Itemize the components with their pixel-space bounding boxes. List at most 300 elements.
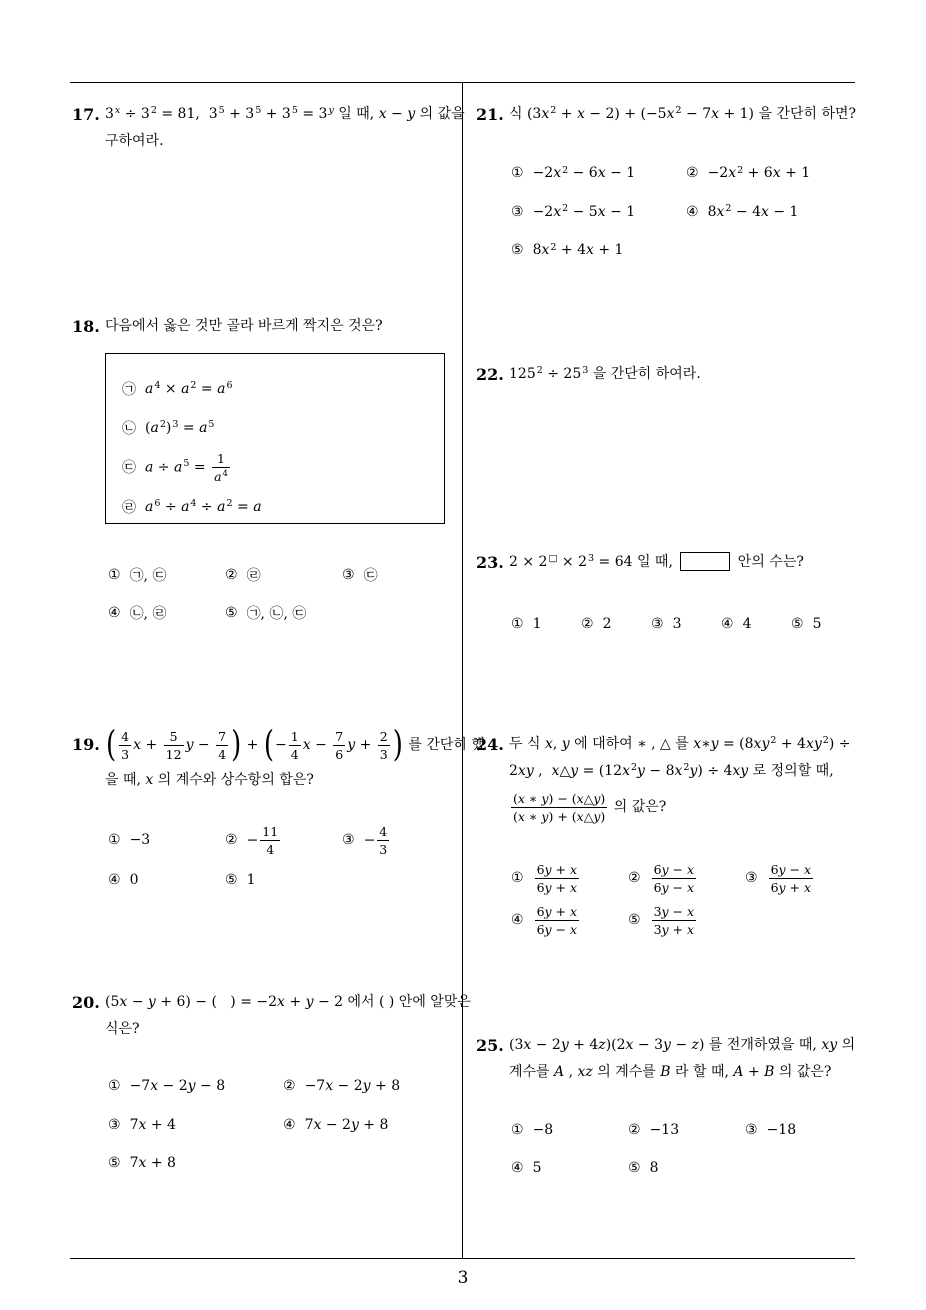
choice-value [533,862,582,895]
math-variable: y [710,736,719,752]
math-superscript [328,105,333,116]
math-variable: A [554,1064,565,1080]
choice-value: 8 [649,1160,659,1176]
choice-mark: ⑤ [791,616,804,632]
math-variable: x [687,879,695,895]
choice-5 [628,1160,745,1176]
choice-2 [628,862,745,895]
choice-mark: ⑤ [225,605,238,621]
math-superscript: 4 [190,497,197,509]
fraction-numerator: 6y + x [536,903,578,919]
math-fraction [511,791,607,824]
math-variable: x [674,763,683,779]
math-variable: y [560,1037,569,1053]
choice-5 [628,904,745,937]
question-text [105,101,465,155]
math-variable: x [804,879,812,895]
fraction-denominator: (x ∗ y) + (x△y) [513,808,606,824]
question-line: 식은? [105,1021,140,1037]
question-text [105,723,485,794]
math-variable: x [772,165,781,182]
question-number: 24. [476,735,504,754]
choice-mark: ③ [651,616,664,632]
choice-mark: ④ [511,1160,524,1176]
choice-mark: ② [225,832,238,848]
fraction-numerator: 7 [218,728,227,744]
question-number: 17. [72,105,100,124]
math-superscript: 2 [159,419,166,431]
fraction-numerator: 6y + x [536,861,578,877]
choice-4 [283,1117,458,1133]
choice-value: −13 [649,1122,680,1138]
fraction-denominator: 6 [335,746,344,762]
math-variable: a [199,419,208,436]
choice-value [533,904,582,937]
choice-2 [225,824,342,857]
math-variable: x [553,203,562,220]
fraction-denominator: 6y + x [536,879,578,895]
fraction-numerator: 2 [379,728,388,744]
choice-value: ㉣ [246,568,261,584]
choice-2 [283,1078,458,1094]
choice-value: −3 [129,832,151,848]
choice-5 [108,1155,283,1171]
math-variable: y [541,808,549,824]
question-line: $2 \times 2^□ \times 2^3 = 64$ 일 때, 안의 수는? [509,553,804,570]
choice-mark: ② [686,165,699,182]
question-number: 18. [72,317,100,336]
math-superscript: 4 [222,469,228,480]
math-variable: y [661,921,669,937]
math-variable: y [593,808,601,824]
math-variable: x [687,903,695,919]
math-superscript: 2 [683,762,690,774]
choice-value: 7x + 4 [129,1116,176,1133]
choice-mark: ⑤ [628,1160,641,1176]
choice-1 [511,165,686,181]
math-superscript: 5 [218,105,225,117]
math-variable: y [637,763,645,779]
condition-mark: ㉡ [122,420,136,437]
condition-mark: ㉢ [122,460,136,477]
fraction-denominator: 4 [266,841,275,857]
math-variable: y [407,106,416,122]
choice-value: 4 [742,616,752,632]
fraction-numerator: 11 [262,823,279,839]
math-variable: x [716,203,725,220]
fraction-denominator: 6y + x [770,879,812,895]
math-variable: y [328,105,334,117]
choice-1 [511,616,581,632]
choice-3 [342,565,459,585]
math-superscript: 4 [154,379,161,391]
fraction-numerator: (x ∗ y) − (x△y) [513,790,606,806]
choice-mark: ③ [342,567,355,583]
big-parenthesis: ) [231,724,242,766]
column-divider [462,82,463,1259]
choice-value: 1 [246,872,256,888]
question-text [509,549,804,576]
math-variable: x [687,921,695,937]
math-variable: x [576,106,585,122]
math-variable: a [181,498,190,515]
question-line: $125^2 \div 25^3$ 을 간단히 하여라. [509,365,701,382]
choice-value: − $\frac{11}{4}$ [246,823,279,857]
fraction-denominator: 3 [379,746,388,762]
math-variable: x [597,203,606,220]
question-number: 22. [476,365,504,384]
choice-mark: ④ [511,912,524,928]
fraction-denominator [212,468,230,484]
math-superscript: 6 [154,497,161,509]
choice-value: ㉠, ㉡, ㉢ [246,606,307,622]
math-variable: x [541,242,550,259]
question-number: 20. [72,993,100,1012]
answer-choices [511,857,862,941]
answer-choices [108,1067,458,1183]
math-variable: x [150,1078,159,1095]
math-variable: x [313,1116,322,1133]
math-variable: z [691,1037,699,1053]
math-fraction [164,729,184,762]
math-variable: a [145,498,154,515]
choice-value: −18 [766,1122,797,1138]
choice-4 [108,872,225,888]
math-fraction [289,729,301,762]
math-variable: y [778,879,786,895]
math-variable: a [145,380,154,397]
answer-choices [511,605,861,643]
fraction-numerator: 1 [290,728,299,744]
math-superscript: 2 [562,203,569,214]
choice-3 [342,824,459,857]
math-fraction [652,862,697,895]
math-variable: x [804,861,812,877]
math-superscript: 5 [183,458,190,470]
question-text [105,989,471,1043]
choice-mark: ③ [342,832,355,848]
question-line: 구하여라. [105,133,164,149]
answer-choices [511,154,861,270]
choice-2 [225,565,342,585]
math-superscript: 2 [737,164,744,176]
math-variable: x [586,242,594,259]
question-line: $\frac{(x ∗ y) - (x\triangle y)}{(x ∗ y) + (x\triangle y)}$ 의 값은? [513,790,667,824]
choice-value: $8x^2 - 4x - 1$ [707,203,799,220]
fraction-denominator: 3y + x [653,921,695,937]
math-superscript [115,105,120,116]
fraction-denominator: 6y − x [653,879,695,895]
math-variable: x [576,808,584,824]
math-variable: y [305,994,314,1010]
math-variable: x [570,861,578,877]
math-variable: y [147,994,156,1010]
choice-2 [686,165,861,181]
math-superscript: 2 [770,735,777,747]
math-variable: x [711,106,720,122]
fraction-numerator: 3y − x [653,903,695,919]
math-variable: xy [753,736,770,752]
big-parenthesis: ( [106,724,117,766]
math-variable: y [187,1078,196,1095]
choice-value: 7x − 2y + 8 [304,1116,389,1133]
choice-5 [225,603,342,623]
math-variable: x [551,763,560,779]
question-line: 계수를 A , xz 의 계수를 B 라 할 때, A + B 의 값은? [509,1064,832,1080]
math-variable: y [661,861,669,877]
fraction-denominator: 3 [121,746,130,762]
math-superscript: 3 [582,365,589,377]
math-variable: y [662,1037,671,1053]
choice-mark: ④ [108,872,121,888]
math-variable: y [185,737,194,753]
choice-2 [581,616,651,632]
condition-item [122,418,444,438]
condition-item [122,497,444,517]
choice-value: 3 [672,616,682,632]
math-variable: xy [821,1037,838,1053]
math-variable: y [661,879,669,895]
choice-4 [511,904,628,937]
choice-1 [108,832,225,848]
choice-value [650,862,699,895]
choice-value: ㉢ [363,568,378,584]
math-variable: xy [732,763,749,779]
question-line: 2xy , x△y = $(12x^2y - 8x^2y) \div 4xy$ 로 정의할 때, [509,762,834,779]
math-variable: x [544,736,553,752]
choice-3 [511,204,686,220]
choice-1 [511,862,628,895]
bottom-rule [70,1258,855,1259]
math-variable: y [570,763,579,779]
choice-5 [791,616,861,632]
choice-value: ㉠, ㉢ [129,568,167,584]
question-line: 두 식 x, y 에 대하여 ∗ , △ 를 x∗y = $(8xy^2 + 4xy^2)$ ÷ [509,735,851,752]
math-fraction [260,824,280,857]
fraction-numerator: 5 [164,729,184,746]
choice-mark: ① [511,616,524,632]
math-variable: y [347,737,356,753]
math-variable: x [728,165,737,182]
choice-value: $-2x^2 - 6x - 1$ [532,164,636,182]
math-fraction [652,904,697,937]
math-variable: a [174,459,183,476]
math-variable: x [597,165,606,182]
math-variable: x [553,165,562,182]
math-variable: B [660,1064,671,1080]
choice-value: 0 [129,872,139,888]
math-variable: a [181,380,190,397]
choice-value: $-2x^2 + 6x + 1$ [707,164,811,182]
math-variable: xy [805,736,822,752]
choice-3 [745,862,862,895]
math-variable: y [544,879,552,895]
math-superscript: 2 [630,762,638,774]
math-variable: x [114,105,121,117]
fraction-numerator: 4 [379,823,388,839]
choice-value: −7x − 2y + 8 [304,1078,401,1095]
math-variable: y [689,763,698,779]
choice-mark: ③ [745,1122,758,1138]
math-fraction [377,824,389,857]
condition-expression: $(a^2)^3 = a^5$ [145,419,215,436]
choice-mark: ① [511,870,524,886]
condition-item [122,451,444,484]
math-variable: xy [517,763,534,779]
question-number: 21. [476,105,504,124]
condition-expression: $a^4 \times a^2 = a^6$ [145,379,233,397]
choice-1 [511,1122,628,1138]
choice-value [767,862,816,895]
choice-mark: ② [283,1078,296,1095]
condition-mark: ㉣ [122,499,136,516]
math-fraction [535,904,580,937]
math-variable: a [150,419,159,436]
condition-box [105,353,445,524]
fraction-numerator: 6y − x [653,861,695,877]
math-variable: xz [577,1064,593,1080]
math-variable: x [517,808,525,824]
math-fraction [119,729,131,762]
choice-5 [511,242,686,258]
question-text [105,313,383,340]
choice-value: $-2x^2 - 5x - 1$ [532,203,636,220]
math-superscript: 3 [588,553,595,565]
math-variable: x [693,736,702,752]
choice-value: −8 [532,1122,554,1138]
math-variable: y [362,1078,371,1095]
big-parenthesis: ) [392,724,403,766]
choice-mark: ⑤ [108,1155,121,1172]
math-superscript: 2 [190,379,197,391]
choice-4 [721,616,791,632]
math-variable: x [570,903,578,919]
choice-mark: ③ [745,870,758,886]
choice-value: − $\frac{4}{3}$ [363,823,388,857]
answer-choices [108,820,459,900]
choice-mark: ③ [108,1116,121,1133]
question-text [509,1032,855,1086]
math-variable: x [666,106,675,122]
math-variable: x [378,106,387,122]
choice-mark: ⑤ [511,242,524,259]
math-variable: y [541,790,549,806]
math-superscript: 2 [725,203,732,214]
answer-blank-box [680,552,730,571]
choice-value: −7x − 2y − 8 [129,1078,226,1095]
math-fraction [378,729,390,762]
choice-value: 1 [532,616,542,632]
math-superscript: 2 [536,365,543,377]
fraction-numerator: 6y − x [770,861,812,877]
math-fraction [769,862,814,895]
math-variable: x [325,1078,334,1095]
question-line: 식 $(3x^2 + x - 2) + (-5x^2 - 7x + 1)$ 을 간단히 하면? [509,105,857,122]
question-line: (3x − 2y + 4z)(2x − 3y − z) 를 전개하였을 때, xy 의 [509,1037,856,1053]
math-variable: x [761,203,769,220]
math-variable: x [138,1155,147,1172]
math-variable: x [523,1037,532,1053]
question-line: 을 때, x 의 계수와 상수항의 합은? [105,772,314,788]
choice-3 [651,616,721,632]
math-variable: a [253,498,262,515]
choice-mark: ① [511,1122,524,1138]
choice-mark: ② [581,616,594,632]
choice-mark: ⑤ [225,872,238,888]
math-variable: x [145,772,154,788]
math-superscript: 5 [208,419,215,431]
choice-3 [108,1117,283,1133]
choice-value: 5 [532,1160,542,1176]
math-variable: B [764,1064,775,1080]
choice-mark: ④ [283,1116,296,1133]
question-line: ( $\frac{4}{3}$ x + $\frac{5}{12}$ y − $\frac{7}{4}$ ) + (− $\frac{1}{4}$ x − $\frac{7}{6}$ y + $\frac{2}{3}$ ) 를 간단히 했 [106,724,485,766]
math-variable: x [625,1037,634,1053]
choice-4 [108,603,225,623]
math-variable: x [687,861,695,877]
question-number: 19. [72,735,100,754]
math-superscript: 2 [822,735,829,747]
math-variable: A [733,1064,744,1080]
page-number: 3 [457,1268,469,1288]
question-line: $3^x \div 3^2 = 81$, $3^5 + 3^5 + 3^5 = 3^y$ 일 때, x − y 의 값을 [105,105,465,122]
condition-expression: $a \div a^5$ = $\frac{1}{a^4}$ [145,450,228,484]
math-superscript: 2 [226,497,233,509]
fraction-denominator: 4 [218,746,227,762]
choice-2 [628,1122,745,1138]
math-superscript: 6 [226,379,233,391]
math-fraction [333,729,345,762]
choice-value: $8x^2 + 4x + 1$ [532,241,624,259]
choice-value: 5 [812,616,822,632]
math-superscript: 2 [550,241,557,253]
math-superscript: 2 [562,164,569,176]
choice-mark: ① [108,1078,121,1095]
choice-value: 7x + 8 [129,1155,176,1172]
math-variable: y [778,861,786,877]
fraction-numerator: 1 [212,451,230,468]
math-variable: x [517,790,525,806]
choice-4 [686,204,861,220]
choice-mark: ⑤ [628,912,641,928]
choice-value: ㉡, ㉣ [129,606,167,622]
fraction-denominator: 4 [290,746,299,762]
math-fraction [212,451,230,484]
choice-5 [225,872,342,888]
question-text [509,731,851,829]
math-superscript: 2 [675,105,682,117]
math-variable: y [544,921,552,937]
math-variable: x [570,921,578,937]
math-variable: z [598,1037,606,1053]
math-superscript: 5 [255,105,262,117]
math-superscript: 3 [172,419,179,431]
math-variable: x [622,763,630,779]
choice-value [650,904,699,937]
math-superscript: 2 [550,105,557,117]
math-variable: x [302,737,311,753]
fraction-denominator: 3 [379,841,388,857]
math-superscript: 2 [150,105,157,117]
math-variable: y [661,903,669,919]
math-variable: a [217,380,226,397]
math-variable: y [544,861,552,877]
fraction-numerator: 7 [335,728,344,744]
math-variable: y [593,790,601,806]
choice-mark: ① [108,567,121,583]
choice-mark: ① [108,832,121,848]
choice-mark: ① [511,165,524,182]
